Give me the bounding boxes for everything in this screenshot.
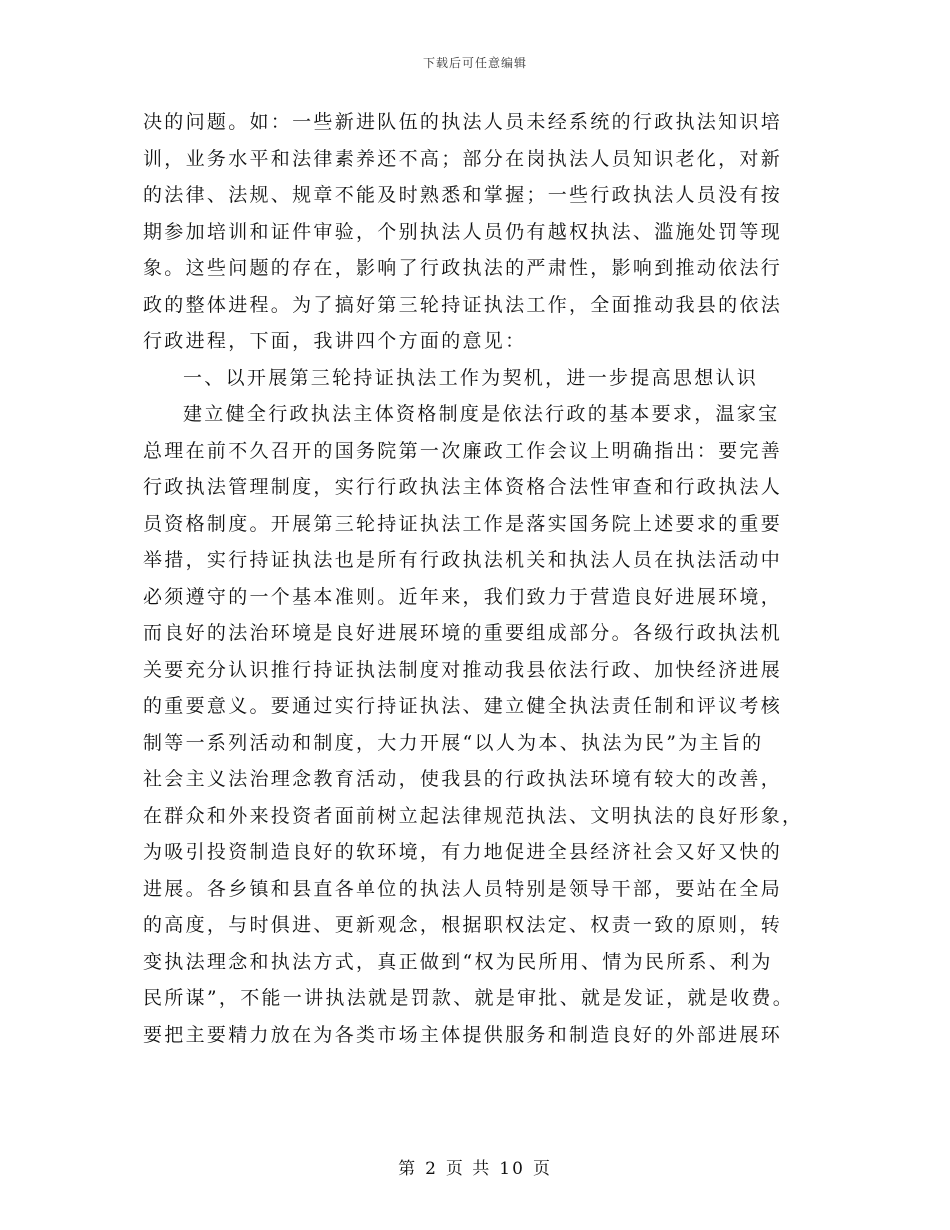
footer-suffix: 页 (532, 1159, 552, 1179)
text-line: 一、以开展第三轮持证执法工作为契机，进一步提高思想认识 (183, 366, 759, 389)
text-line: 而良好的法治环境是良好进展环境的重要组成部分。各级行政执法机 (143, 622, 783, 644)
footer-current-page: 2 (425, 1159, 438, 1179)
text-line: 变执法理念和执法方式，真正做到“权为民所用、情为民所系、利为 (143, 950, 773, 973)
text-line: 关要充分认识推行持证执法制度对推动我县依法行政、加快经济进展 (143, 658, 783, 681)
header-note: 下载后可任意编辑 (422, 56, 527, 70)
text-line: 制等一系列活动和制度，大力开展“以人为本、执法为民”为主旨的 (143, 731, 764, 754)
text-line: 总理在前不久召开的国务院第一次廉政工作会议上明确指出：要完善 (143, 439, 783, 462)
text-line: 为吸引投资制造良好的软环境，有力地促进全县经济社会又好又快的 (143, 841, 783, 863)
page-footer (0, 1154, 950, 1179)
text-line: 期参加培训和证件审验，个别执法人员仍有越权执法、滥施处罚等现 (143, 220, 783, 243)
text-line: 员资格制度。开展第三轮持证执法工作是落实国务院上述要求的重要 (143, 512, 783, 535)
text-line: 的重要意义。要通过实行持证执法、建立健全执法责任制和评议考核 (143, 695, 783, 717)
text-line: 的高度，与时俱进、更新观念，根据职权法定、权责一致的原则，转 (143, 914, 783, 936)
footer-total-pages: 10 (499, 1159, 525, 1179)
text-line: 进展。各乡镇和县直各单位的执法人员特别是领导干部，要站在全局 (143, 877, 783, 900)
text-line: 决的问题。如：一些新进队伍的执法人员未经系统的行政执法知识培 (143, 111, 783, 133)
document-body (143, 104, 805, 1053)
text-line: 政的整体进程。为了搞好第三轮持证执法工作，全面推动我县的依法 (143, 293, 783, 316)
text-line: 行政进程，下面，我讲四个方面的意见： (143, 330, 527, 352)
text-line: 在群众和外来投资者面前树立起法律规范执法、文明执法的良好形象， (143, 804, 804, 827)
text-line: 举措，实行持证执法也是所有行政执法机关和执法人员在执法活动中 (143, 549, 783, 571)
text-line: 训，业务水平和法律素养还不高；部分在岗执法人员知识老化，对新 (143, 147, 783, 170)
text-line: 必须遵守的一个基本准则。近年来，我们致力于营造良好进展环境， (143, 585, 783, 608)
footer-middle: 页 共 (445, 1159, 492, 1179)
footer-prefix: 第 (398, 1159, 418, 1179)
text-line: 行政执法管理制度，实行行政执法主体资格合法性审查和行政执法人 (143, 476, 783, 498)
text-line: 要把主要精力放在为各类市场主体提供服务和制造良好的外部进展环 (143, 1023, 783, 1046)
text-line: 象。这些问题的存在，影响了行政执法的严肃性，影响到推动依法行 (143, 257, 783, 279)
text-line: 社会主义法治理念教育活动，使我县的行政执法环境有较大的改善， (143, 768, 783, 790)
text-line: 建立健全行政执法主体资格制度是依法行政的基本要求，温家宝 (183, 403, 780, 425)
text-line: 民所谋”，不能一讲执法就是罚款、就是审批、就是发证，就是收费。 (143, 987, 795, 1009)
text-line: 的法律、法规、规章不能及时熟悉和掌握；一些行政执法人员没有按 (143, 184, 783, 206)
